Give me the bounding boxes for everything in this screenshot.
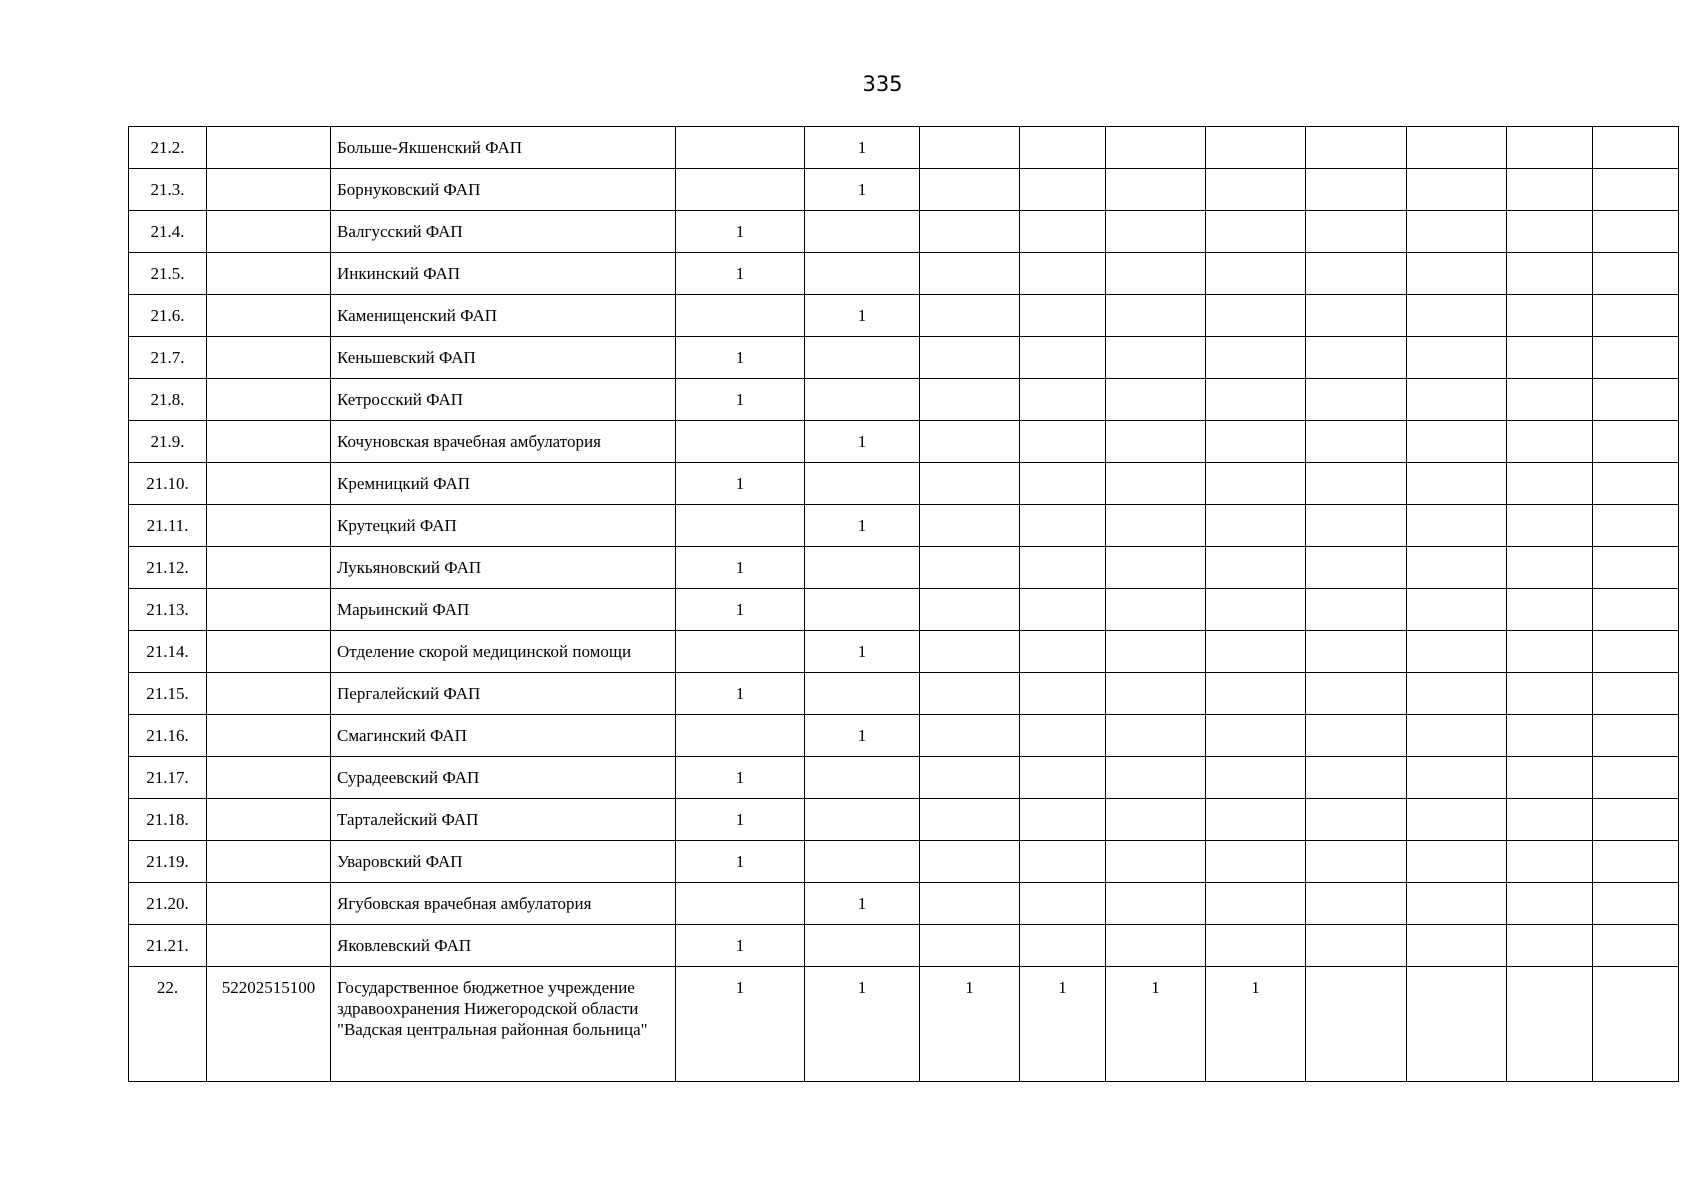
value-cell bbox=[1020, 589, 1106, 631]
oktmo-code-cell bbox=[207, 925, 331, 967]
value-cell bbox=[1306, 505, 1407, 547]
table-row bbox=[129, 631, 1679, 673]
value-cell bbox=[920, 169, 1020, 211]
value-cell: 1 bbox=[805, 715, 920, 757]
value-cell bbox=[1593, 631, 1679, 673]
value-cell bbox=[1507, 841, 1593, 883]
value-cell bbox=[1306, 127, 1407, 169]
row-number-cell: 21.20. bbox=[129, 883, 207, 925]
value-cell bbox=[1206, 799, 1306, 841]
value-cell: 1 bbox=[676, 799, 805, 841]
value-cell bbox=[1306, 211, 1407, 253]
value-cell bbox=[1306, 295, 1407, 337]
value-cell bbox=[1593, 379, 1679, 421]
value-cell bbox=[1593, 841, 1679, 883]
value-cell bbox=[1507, 673, 1593, 715]
value-cell bbox=[1306, 169, 1407, 211]
facility-name-cell: Государственное бюджетное учреждение здравоохранения Нижегородской области "Вадская центральная районная больница" bbox=[331, 967, 676, 1082]
row-number-cell: 21.14. bbox=[129, 631, 207, 673]
row-number-cell: 21.18. bbox=[129, 799, 207, 841]
value-cell bbox=[1407, 883, 1507, 925]
value-cell bbox=[676, 715, 805, 757]
value-cell bbox=[1020, 505, 1106, 547]
value-cell bbox=[1507, 631, 1593, 673]
value-cell bbox=[1507, 337, 1593, 379]
value-cell bbox=[1106, 547, 1206, 589]
value-cell bbox=[920, 127, 1020, 169]
value-cell bbox=[1206, 505, 1306, 547]
value-cell bbox=[805, 589, 920, 631]
value-cell: 1 bbox=[805, 421, 920, 463]
value-cell bbox=[920, 295, 1020, 337]
value-cell: 1 bbox=[805, 883, 920, 925]
value-cell bbox=[920, 841, 1020, 883]
value-cell bbox=[920, 421, 1020, 463]
oktmo-code-cell bbox=[207, 337, 331, 379]
table-row bbox=[129, 757, 1679, 799]
value-cell: 1 bbox=[676, 841, 805, 883]
value-cell: 1 bbox=[676, 337, 805, 379]
value-cell bbox=[1306, 799, 1407, 841]
oktmo-code-cell bbox=[207, 631, 331, 673]
value-cell bbox=[1206, 295, 1306, 337]
table-row bbox=[129, 883, 1679, 925]
value-cell bbox=[1507, 757, 1593, 799]
value-cell bbox=[1306, 925, 1407, 967]
value-cell bbox=[1206, 757, 1306, 799]
oktmo-code-cell bbox=[207, 673, 331, 715]
value-cell bbox=[1407, 631, 1507, 673]
value-cell bbox=[920, 211, 1020, 253]
value-cell bbox=[1106, 589, 1206, 631]
value-cell bbox=[1206, 211, 1306, 253]
value-cell bbox=[1106, 295, 1206, 337]
facility-name-cell: Борнуковский ФАП bbox=[331, 169, 676, 211]
value-cell bbox=[1407, 967, 1507, 1082]
value-cell bbox=[1020, 883, 1106, 925]
value-cell bbox=[1106, 421, 1206, 463]
value-cell bbox=[1407, 715, 1507, 757]
value-cell: 1 bbox=[1106, 967, 1206, 1082]
table-row bbox=[129, 799, 1679, 841]
table-row bbox=[129, 715, 1679, 757]
table-row bbox=[129, 967, 1679, 1082]
value-cell bbox=[1593, 673, 1679, 715]
value-cell bbox=[1106, 631, 1206, 673]
value-cell: 1 bbox=[805, 127, 920, 169]
value-cell bbox=[1020, 379, 1106, 421]
value-cell: 1 bbox=[805, 631, 920, 673]
value-cell bbox=[1106, 211, 1206, 253]
facility-name-cell: Кетросский ФАП bbox=[331, 379, 676, 421]
value-cell: 1 bbox=[676, 967, 805, 1082]
value-cell bbox=[1020, 337, 1106, 379]
value-cell bbox=[1407, 505, 1507, 547]
value-cell bbox=[1306, 967, 1407, 1082]
value-cell bbox=[1306, 715, 1407, 757]
value-cell: 1 bbox=[676, 379, 805, 421]
facility-name-cell: Смагинский ФАП bbox=[331, 715, 676, 757]
value-cell bbox=[805, 211, 920, 253]
value-cell bbox=[1206, 169, 1306, 211]
facility-name-cell: Валгусский ФАП bbox=[331, 211, 676, 253]
value-cell bbox=[676, 295, 805, 337]
oktmo-code-cell bbox=[207, 253, 331, 295]
value-cell bbox=[1106, 463, 1206, 505]
value-cell bbox=[805, 337, 920, 379]
value-cell bbox=[920, 547, 1020, 589]
value-cell bbox=[1020, 757, 1106, 799]
value-cell bbox=[1407, 841, 1507, 883]
value-cell: 1 bbox=[805, 505, 920, 547]
value-cell bbox=[1507, 589, 1593, 631]
row-number-cell: 21.5. bbox=[129, 253, 207, 295]
value-cell bbox=[1407, 379, 1507, 421]
value-cell bbox=[1206, 631, 1306, 673]
value-cell bbox=[676, 169, 805, 211]
row-number-cell: 21.13. bbox=[129, 589, 207, 631]
value-cell bbox=[1106, 253, 1206, 295]
row-number-cell: 21.19. bbox=[129, 841, 207, 883]
value-cell: 1 bbox=[676, 589, 805, 631]
table-row bbox=[129, 463, 1679, 505]
value-cell bbox=[676, 505, 805, 547]
value-cell bbox=[1020, 631, 1106, 673]
oktmo-code-cell bbox=[207, 505, 331, 547]
facility-name-cell: Кеньшевский ФАП bbox=[331, 337, 676, 379]
value-cell bbox=[1593, 799, 1679, 841]
value-cell: 1 bbox=[676, 547, 805, 589]
value-cell bbox=[1507, 211, 1593, 253]
value-cell bbox=[1306, 337, 1407, 379]
value-cell bbox=[1407, 757, 1507, 799]
value-cell: 1 bbox=[805, 295, 920, 337]
value-cell bbox=[1206, 379, 1306, 421]
oktmo-code-cell: 52202515100 bbox=[207, 967, 331, 1082]
value-cell bbox=[1020, 127, 1106, 169]
value-cell bbox=[1306, 379, 1407, 421]
value-cell bbox=[1407, 337, 1507, 379]
value-cell bbox=[1407, 211, 1507, 253]
value-cell: 1 bbox=[676, 673, 805, 715]
value-cell bbox=[1593, 421, 1679, 463]
table-row bbox=[129, 925, 1679, 967]
table-row bbox=[129, 337, 1679, 379]
value-cell bbox=[1593, 337, 1679, 379]
value-cell bbox=[1507, 967, 1593, 1082]
value-cell bbox=[920, 379, 1020, 421]
value-cell bbox=[920, 505, 1020, 547]
value-cell bbox=[676, 127, 805, 169]
facility-name-cell: Пергалейский ФАП bbox=[331, 673, 676, 715]
value-cell bbox=[1106, 925, 1206, 967]
row-number-cell: 22. bbox=[129, 967, 207, 1082]
value-cell bbox=[1020, 463, 1106, 505]
oktmo-code-cell bbox=[207, 799, 331, 841]
value-cell bbox=[1507, 883, 1593, 925]
oktmo-code-cell bbox=[207, 169, 331, 211]
value-cell bbox=[1206, 925, 1306, 967]
facility-name-cell: Кремницкий ФАП bbox=[331, 463, 676, 505]
oktmo-code-cell bbox=[207, 421, 331, 463]
facility-name-cell: Отделение скорой медицинской помощи bbox=[331, 631, 676, 673]
value-cell bbox=[1407, 295, 1507, 337]
value-cell bbox=[1020, 925, 1106, 967]
value-cell bbox=[1306, 589, 1407, 631]
value-cell bbox=[1407, 421, 1507, 463]
value-cell bbox=[1593, 967, 1679, 1082]
page-number: 335 bbox=[862, 72, 903, 96]
value-cell bbox=[1020, 295, 1106, 337]
value-cell bbox=[1106, 337, 1206, 379]
value-cell bbox=[1407, 925, 1507, 967]
facility-name-cell: Сурадеевский ФАП bbox=[331, 757, 676, 799]
value-cell bbox=[1206, 337, 1306, 379]
table-row bbox=[129, 421, 1679, 463]
value-cell bbox=[1306, 631, 1407, 673]
value-cell bbox=[1206, 463, 1306, 505]
value-cell bbox=[920, 883, 1020, 925]
oktmo-code-cell bbox=[207, 463, 331, 505]
facility-name-cell: Уваровский ФАП bbox=[331, 841, 676, 883]
value-cell bbox=[805, 253, 920, 295]
value-cell bbox=[1106, 799, 1206, 841]
value-cell bbox=[805, 673, 920, 715]
value-cell bbox=[920, 589, 1020, 631]
value-cell bbox=[920, 757, 1020, 799]
value-cell bbox=[1507, 799, 1593, 841]
facility-name-cell: Каменищенский ФАП bbox=[331, 295, 676, 337]
value-cell bbox=[1507, 505, 1593, 547]
row-number-cell: 21.15. bbox=[129, 673, 207, 715]
row-number-cell: 21.4. bbox=[129, 211, 207, 253]
row-number-cell: 21.2. bbox=[129, 127, 207, 169]
value-cell bbox=[1593, 169, 1679, 211]
value-cell bbox=[1593, 211, 1679, 253]
table-row bbox=[129, 673, 1679, 715]
value-cell bbox=[1407, 589, 1507, 631]
value-cell bbox=[1206, 253, 1306, 295]
value-cell bbox=[1507, 925, 1593, 967]
table-row bbox=[129, 211, 1679, 253]
value-cell bbox=[1020, 715, 1106, 757]
value-cell bbox=[1507, 169, 1593, 211]
value-cell bbox=[920, 631, 1020, 673]
value-cell: 1 bbox=[676, 211, 805, 253]
value-cell bbox=[1507, 295, 1593, 337]
value-cell bbox=[920, 337, 1020, 379]
value-cell bbox=[1206, 673, 1306, 715]
value-cell bbox=[1507, 715, 1593, 757]
value-cell bbox=[1407, 127, 1507, 169]
row-number-cell: 21.9. bbox=[129, 421, 207, 463]
oktmo-code-cell bbox=[207, 379, 331, 421]
row-number-cell: 21.7. bbox=[129, 337, 207, 379]
value-cell bbox=[1507, 463, 1593, 505]
value-cell bbox=[1206, 127, 1306, 169]
value-cell bbox=[920, 673, 1020, 715]
facility-name-cell: Тарталейский ФАП bbox=[331, 799, 676, 841]
facility-name-cell: Яковлевский ФАП bbox=[331, 925, 676, 967]
value-cell bbox=[1507, 547, 1593, 589]
row-number-cell: 21.3. bbox=[129, 169, 207, 211]
oktmo-code-cell bbox=[207, 589, 331, 631]
oktmo-code-cell bbox=[207, 841, 331, 883]
value-cell bbox=[1106, 127, 1206, 169]
value-cell: 1 bbox=[676, 463, 805, 505]
value-cell bbox=[1306, 421, 1407, 463]
value-cell bbox=[1507, 127, 1593, 169]
value-cell bbox=[1020, 841, 1106, 883]
facility-name-cell: Инкинский ФАП bbox=[331, 253, 676, 295]
table-body bbox=[129, 127, 1679, 1082]
value-cell bbox=[1106, 715, 1206, 757]
value-cell bbox=[1206, 841, 1306, 883]
value-cell: 1 bbox=[805, 967, 920, 1082]
oktmo-code-cell bbox=[207, 211, 331, 253]
value-cell bbox=[1306, 883, 1407, 925]
value-cell bbox=[1020, 547, 1106, 589]
value-cell bbox=[1020, 211, 1106, 253]
value-cell bbox=[920, 253, 1020, 295]
row-number-cell: 21.21. bbox=[129, 925, 207, 967]
value-cell bbox=[1106, 757, 1206, 799]
facility-name-cell: Ягубовская врачебная амбулатория bbox=[331, 883, 676, 925]
value-cell bbox=[1593, 295, 1679, 337]
value-cell bbox=[1306, 841, 1407, 883]
oktmo-code-cell bbox=[207, 547, 331, 589]
value-cell bbox=[1106, 169, 1206, 211]
value-cell bbox=[1407, 463, 1507, 505]
value-cell bbox=[1106, 379, 1206, 421]
value-cell bbox=[1206, 589, 1306, 631]
facility-name-cell: Крутецкий ФАП bbox=[331, 505, 676, 547]
row-number-cell: 21.6. bbox=[129, 295, 207, 337]
table-row bbox=[129, 589, 1679, 631]
value-cell bbox=[1206, 547, 1306, 589]
value-cell bbox=[805, 925, 920, 967]
facility-name-cell: Больше-Якшенский ФАП bbox=[331, 127, 676, 169]
value-cell bbox=[1593, 925, 1679, 967]
value-cell bbox=[1306, 673, 1407, 715]
oktmo-code-cell bbox=[207, 295, 331, 337]
oktmo-code-cell bbox=[207, 715, 331, 757]
value-cell bbox=[1407, 169, 1507, 211]
value-cell bbox=[805, 841, 920, 883]
row-number-cell: 21.12. bbox=[129, 547, 207, 589]
value-cell bbox=[805, 379, 920, 421]
row-number-cell: 21.17. bbox=[129, 757, 207, 799]
value-cell bbox=[805, 547, 920, 589]
value-cell bbox=[1593, 127, 1679, 169]
table-row bbox=[129, 841, 1679, 883]
table-row bbox=[129, 505, 1679, 547]
table-row bbox=[129, 253, 1679, 295]
facility-name-cell: Лукьяновский ФАП bbox=[331, 547, 676, 589]
value-cell bbox=[1206, 883, 1306, 925]
value-cell bbox=[1106, 883, 1206, 925]
value-cell bbox=[1593, 505, 1679, 547]
row-number-cell: 21.16. bbox=[129, 715, 207, 757]
row-number-cell: 21.8. bbox=[129, 379, 207, 421]
value-cell bbox=[676, 883, 805, 925]
data-table bbox=[128, 126, 1679, 1082]
oktmo-code-cell bbox=[207, 757, 331, 799]
table-row bbox=[129, 295, 1679, 337]
facility-name-cell: Кочуновская врачебная амбулатория bbox=[331, 421, 676, 463]
value-cell bbox=[1306, 547, 1407, 589]
value-cell bbox=[1020, 421, 1106, 463]
table-row bbox=[129, 169, 1679, 211]
value-cell bbox=[1593, 547, 1679, 589]
value-cell bbox=[1407, 253, 1507, 295]
value-cell bbox=[1206, 715, 1306, 757]
value-cell bbox=[1507, 379, 1593, 421]
value-cell bbox=[1507, 421, 1593, 463]
value-cell bbox=[920, 925, 1020, 967]
value-cell bbox=[1020, 799, 1106, 841]
value-cell bbox=[1306, 253, 1407, 295]
value-cell bbox=[920, 715, 1020, 757]
value-cell bbox=[1593, 589, 1679, 631]
value-cell bbox=[805, 463, 920, 505]
value-cell bbox=[1593, 757, 1679, 799]
oktmo-code-cell bbox=[207, 883, 331, 925]
value-cell: 1 bbox=[676, 925, 805, 967]
facility-name-cell: Марьинский ФАП bbox=[331, 589, 676, 631]
row-number-cell: 21.11. bbox=[129, 505, 207, 547]
value-cell bbox=[1306, 757, 1407, 799]
value-cell bbox=[1593, 715, 1679, 757]
value-cell bbox=[1407, 799, 1507, 841]
value-cell bbox=[1206, 421, 1306, 463]
value-cell bbox=[1593, 463, 1679, 505]
value-cell: 1 bbox=[676, 757, 805, 799]
value-cell bbox=[1407, 547, 1507, 589]
value-cell bbox=[1593, 883, 1679, 925]
oktmo-code-cell bbox=[207, 127, 331, 169]
value-cell bbox=[920, 463, 1020, 505]
value-cell: 1 bbox=[805, 169, 920, 211]
value-cell bbox=[1306, 463, 1407, 505]
value-cell bbox=[1507, 253, 1593, 295]
value-cell: 1 bbox=[920, 967, 1020, 1082]
value-cell bbox=[1593, 253, 1679, 295]
value-cell bbox=[920, 799, 1020, 841]
value-cell bbox=[1020, 673, 1106, 715]
value-cell: 1 bbox=[676, 253, 805, 295]
value-cell bbox=[1106, 505, 1206, 547]
table-row bbox=[129, 127, 1679, 169]
value-cell bbox=[805, 799, 920, 841]
value-cell bbox=[1106, 673, 1206, 715]
row-number-cell: 21.10. bbox=[129, 463, 207, 505]
value-cell bbox=[1020, 169, 1106, 211]
value-cell bbox=[805, 757, 920, 799]
value-cell bbox=[1407, 673, 1507, 715]
value-cell bbox=[1020, 253, 1106, 295]
value-cell: 1 bbox=[1206, 967, 1306, 1082]
table-row bbox=[129, 547, 1679, 589]
value-cell bbox=[676, 631, 805, 673]
value-cell bbox=[1106, 841, 1206, 883]
value-cell bbox=[676, 421, 805, 463]
table-row bbox=[129, 379, 1679, 421]
value-cell: 1 bbox=[1020, 967, 1106, 1082]
